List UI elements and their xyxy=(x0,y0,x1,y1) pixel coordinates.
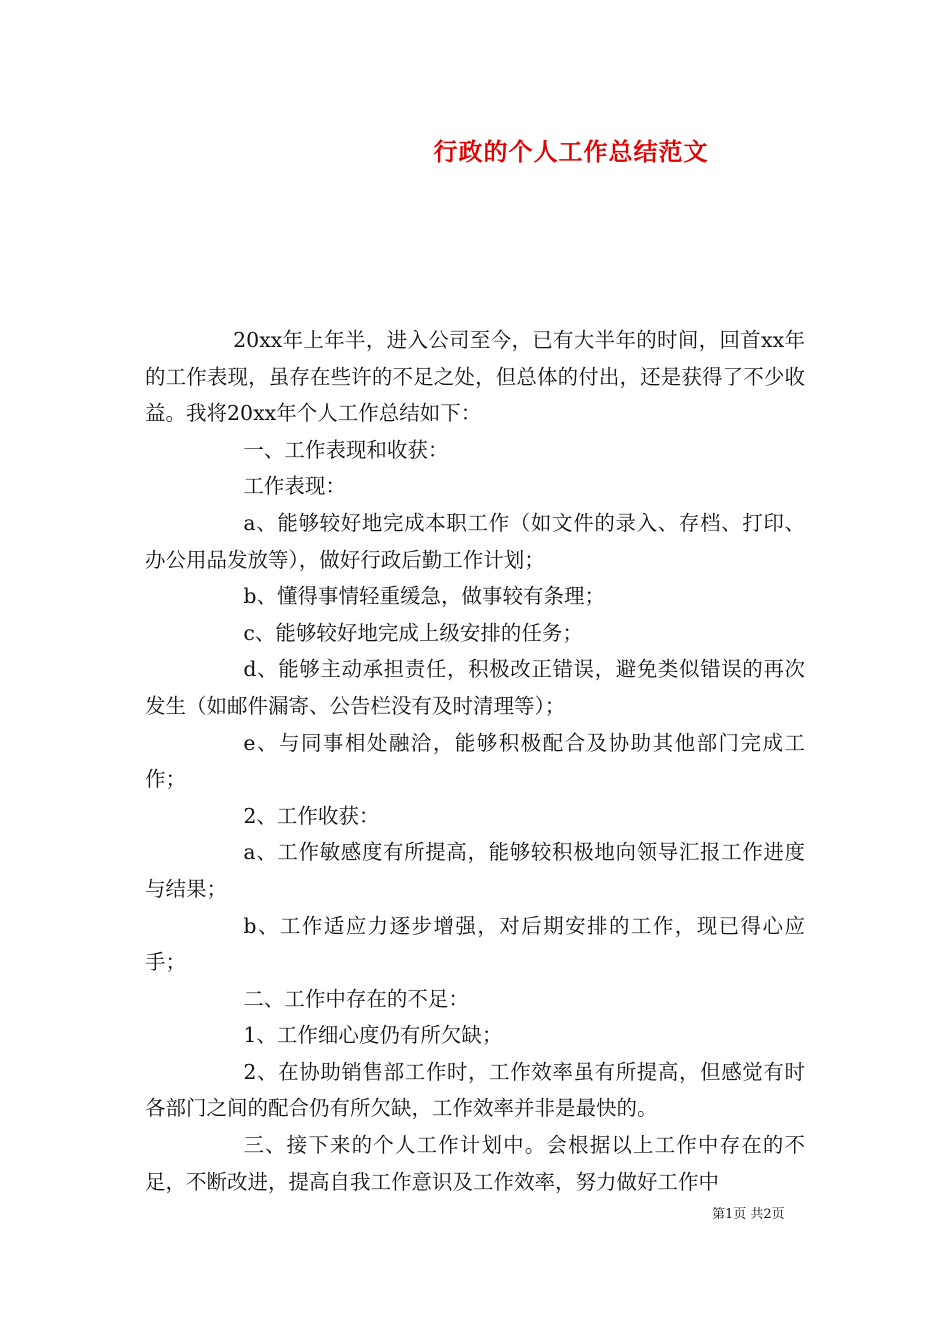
shortcoming-item-2: 2、在协助销售部工作时，工作效率虽有所提高，但感觉有时各部门之间的配合仍有所欠缺，工作效率并非是最快的。 xyxy=(145,1059,805,1121)
paragraph-intro: 20xx年上年半，进入公司至今，已有大半年的时间，回首xx年的工作表现，虽存在些许的不足之处，但总体的付出，还是获得了不少收益。我将20xx年个人工作总结如下： xyxy=(145,328,805,426)
heading-section-1: 一、工作表现和收获： xyxy=(243,437,449,462)
subheading-gains: 2、工作收获： xyxy=(243,803,380,828)
shortcoming-item-1: 1、工作细心度仍有所欠缺； xyxy=(243,1023,503,1048)
gain-item-b: b、工作适应力逐步增强，对后期安排的工作，现已得心应手； xyxy=(145,913,805,975)
heading-section-2: 二、工作中存在的不足： xyxy=(243,986,469,1011)
document-body xyxy=(145,322,805,1200)
page-number-footer: 第1页 共2页 xyxy=(712,1207,785,1222)
list-item-c: c、能够较好地完成上级安排的任务； xyxy=(243,620,583,645)
list-item-e: e、与同事相处融洽，能够积极配合及协助其他部门完成工作； xyxy=(145,730,805,792)
list-item-d: d、能够主动承担责任，积极改正错误，避免类似错误的再次发生（如邮件漏寄、公告栏没有及时清理等）； xyxy=(145,657,805,718)
list-item-b: b、懂得事情轻重缓急，做事较有条理； xyxy=(243,584,606,609)
subheading-performance: 工作表现： xyxy=(243,474,346,499)
document-title: 行政的个人工作总结范文 xyxy=(433,137,709,166)
gain-item-a: a、工作敏感度有所提高，能够较积极地向领导汇报工作进度与结果； xyxy=(145,840,805,901)
heading-section-3: 三、接下来的个人工作计划中。会根据以上工作中存在的不足，不断改进，提高自我工作意识及工作效率，努力做好工作中 xyxy=(145,1133,805,1194)
list-item-a: a、能够较好地完成本职工作（如文件的录入、存档、打印、办公用品发放等），做好行政后勤工作计划； xyxy=(145,510,805,572)
